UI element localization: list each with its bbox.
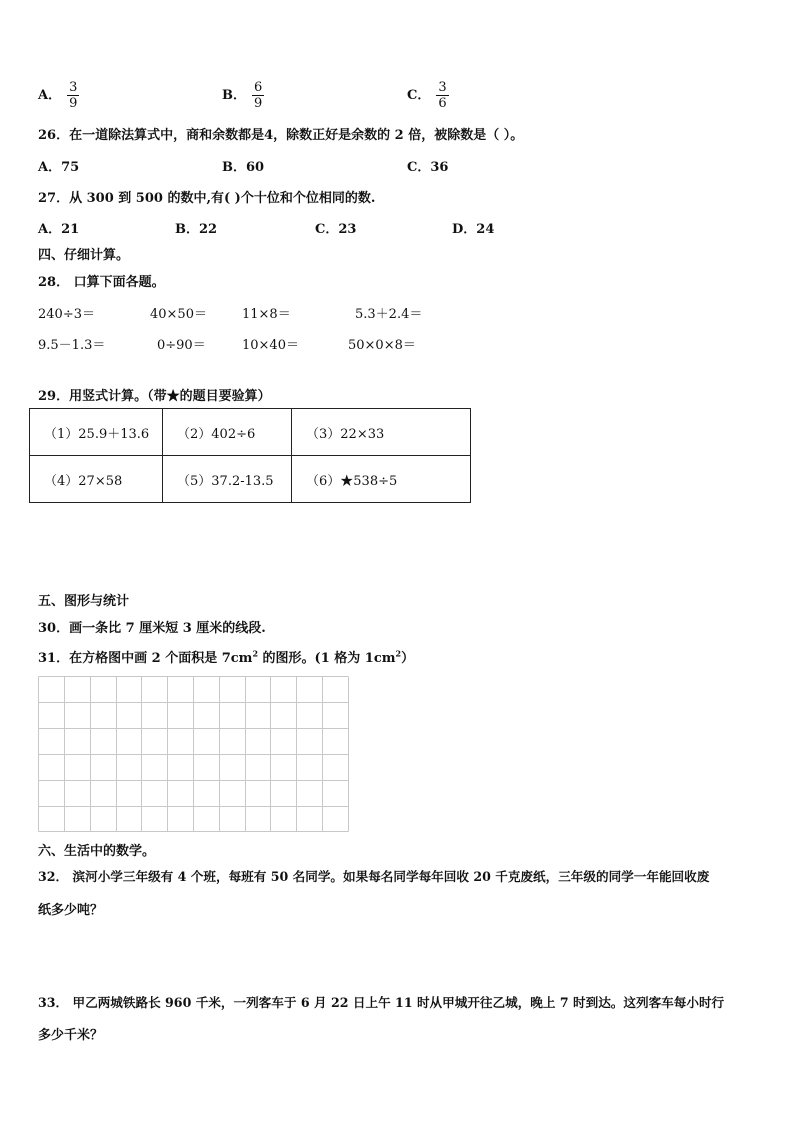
table-cell: （4）27×58 bbox=[30, 456, 163, 503]
square-grid bbox=[38, 676, 349, 836]
table-cell: （3）22×33 bbox=[292, 409, 471, 456]
q28-item: 5.3＋2.4＝ bbox=[355, 307, 423, 322]
fraction: $\frac{6}{9}$ bbox=[254, 80, 263, 111]
q26-option-a: A．75 bbox=[38, 160, 80, 175]
grid-svg bbox=[38, 676, 349, 832]
q27-option-b: B．22 bbox=[175, 222, 218, 237]
q33-line1: 33． 甲乙两城铁路长 960 千米，一列客车于 6 月 22 日上午 11 时从甲城开往乙城，晚上 7 时到达。这列客车每小时行 bbox=[38, 995, 725, 1010]
q33-line2: 多少千米？ bbox=[38, 1028, 104, 1043]
table-cell: （5）37.2-13.5 bbox=[163, 456, 292, 503]
q25-option-a: A． $\frac{3}{9}$ bbox=[38, 80, 78, 111]
q32-line2: 纸多少吨？ bbox=[38, 903, 104, 918]
section-6-heading: 六、生活中的数学。 bbox=[38, 844, 156, 859]
q28-item: 9.5－1.3＝ bbox=[38, 338, 106, 353]
table-cell: （1）25.9＋13.6 bbox=[30, 409, 163, 456]
table-row bbox=[30, 456, 471, 503]
q26-option-c: C．36 bbox=[407, 160, 449, 175]
table-row bbox=[30, 409, 471, 456]
q28-text: 28． 口算下面各题。 bbox=[38, 275, 165, 290]
q28-item: 50×0×8＝ bbox=[348, 338, 416, 353]
table-cell: （6）★538÷5 bbox=[292, 456, 471, 503]
table-cell: （2）402÷6 bbox=[163, 409, 292, 456]
q27-option-c: C．23 bbox=[315, 222, 357, 237]
q26-option-b: B．60 bbox=[222, 160, 265, 175]
calculation-table bbox=[29, 408, 471, 503]
q27-text: 27．从 300 到 500 的数中,有( )个十位和个位相同的数. bbox=[38, 191, 376, 206]
q28-item: 11×8＝ bbox=[242, 307, 291, 322]
q27-option-a: A．21 bbox=[38, 222, 80, 237]
section-5-heading: 五、图形与统计 bbox=[38, 594, 130, 609]
q30-text: 30．画一条比 7 厘米短 3 厘米的线段. bbox=[38, 621, 266, 636]
q26-text: 26．在一道除法算式中，商和余数都是4，除数正好是余数的 2 倍，被除数是（ ）。 bbox=[38, 128, 524, 143]
q29-text: 29．用竖式计算。（带★的题目要验算） bbox=[38, 389, 271, 404]
fraction: $\frac{3}{6}$ bbox=[438, 80, 447, 111]
q28-item: 10×40＝ bbox=[242, 338, 299, 353]
fraction: $\frac{3}{9}$ bbox=[69, 80, 78, 111]
q25-option-b: B． $\frac{6}{9}$ bbox=[222, 80, 263, 111]
q28-item: 240÷3＝ bbox=[38, 307, 95, 322]
q27-option-d: D．24 bbox=[452, 222, 495, 237]
section-4-heading: 四、仔细计算。 bbox=[38, 248, 130, 263]
q28-item: 0÷90＝ bbox=[157, 338, 206, 353]
q31-text: 31．在方格图中画 2 个面积是 $7cm^2$ 的图形。(1 格为 $1cm^2$） bbox=[38, 648, 415, 666]
q25-option-c: C． $\frac{3}{6}$ bbox=[407, 80, 447, 111]
q32-line1: 32． 滨河小学三年级有 4 个班，每班有 50 名同学。如果每名同学每年回收 20 千克废纸，三年级的同学一年能回收废 bbox=[38, 869, 710, 884]
q28-item: 40×50＝ bbox=[150, 307, 207, 322]
